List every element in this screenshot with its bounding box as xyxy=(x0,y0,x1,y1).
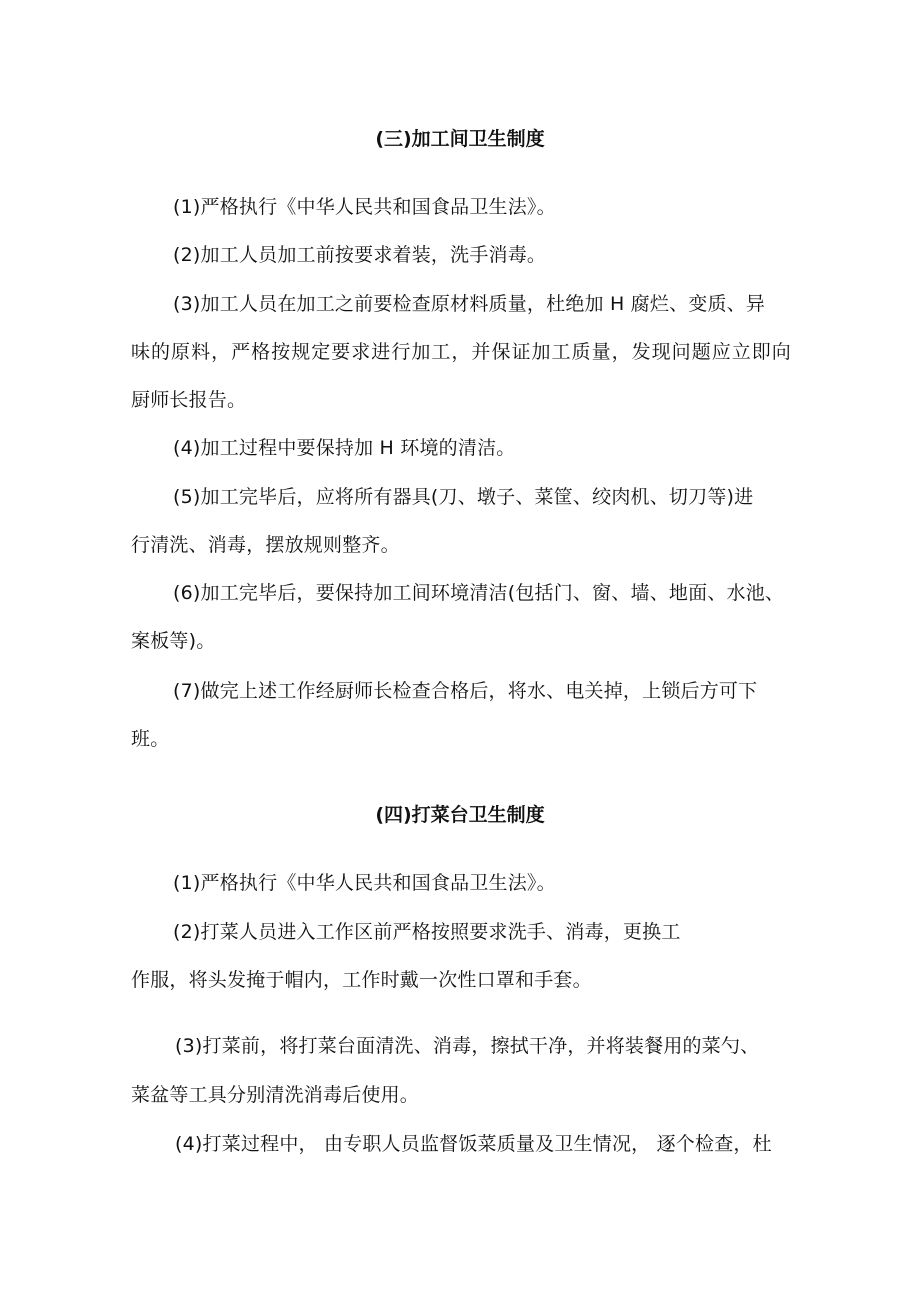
section-3-item-7-line-2: 班。 xyxy=(131,728,170,750)
section-4-item-1: (1)严格执行《中华人民共和国食品卫生法》。 xyxy=(173,872,556,894)
section-4-item-2-line-2: 作服，将头发掩于帽内，工作时戴一次性口罩和手套。 xyxy=(131,969,592,991)
section-3-item-4: (4)加工过程中要保持加 H 环境的清洁。 xyxy=(173,437,516,459)
section-3-heading: (三)加工间卫生制度 xyxy=(375,128,545,150)
section-3-item-5-line-1: (5)加工完毕后，应将所有器具(刀、墩子、菜筐、绞肉机、切刀等)进 xyxy=(173,486,754,508)
section-4-item-2-line-1: (2)打菜人员进入工作区前严格按照要求洗手、消毒，更换工 xyxy=(173,921,681,943)
section-4-item-4-line-1: (4)打菜过程中， 由专职人员监督饭菜质量及卫生情况， 逐个检查，杜 xyxy=(175,1133,772,1155)
section-3-item-1: (1)严格执行《中华人民共和国食品卫生法》。 xyxy=(173,196,556,218)
section-3-item-7-line-1: (7)做完上述工作经厨师长检查合格后，将水、电关掉，上锁后方可下 xyxy=(173,680,758,702)
section-3-item-5-line-2: 行清洗、消毒，摆放规则整齐。 xyxy=(131,534,400,556)
section-3-item-3-line-1: (3)加工人员在加工之前要检查原材料质量，杜绝加 H 腐烂、变质、异 xyxy=(173,293,766,315)
section-3-item-6-line-1: (6)加工完毕后，要保持加工间环境清洁(包括门、窗、墙、地面、水池、 xyxy=(173,582,785,604)
section-3-item-3-line-2: 味的原料，严格按规定要求进行加工，并保证加工质量，发现问题应立即向 xyxy=(131,341,791,363)
section-3-item-6-line-2: 案板等)。 xyxy=(131,630,216,652)
section-4-heading: (四)打菜台卫生制度 xyxy=(375,804,545,826)
section-4-item-3-line-2: 菜盆等工具分别清洗消毒后使用。 xyxy=(131,1084,420,1106)
section-3-item-3-line-3: 厨师长报告。 xyxy=(131,389,247,411)
section-4-item-3-line-1: (3)打菜前，将打菜台面清洗、消毒，擦拭干净，并将装餐用的菜勺、 xyxy=(175,1035,760,1057)
section-3-item-2: (2)加工人员加工前按要求着装，洗手消毒。 xyxy=(173,244,547,266)
